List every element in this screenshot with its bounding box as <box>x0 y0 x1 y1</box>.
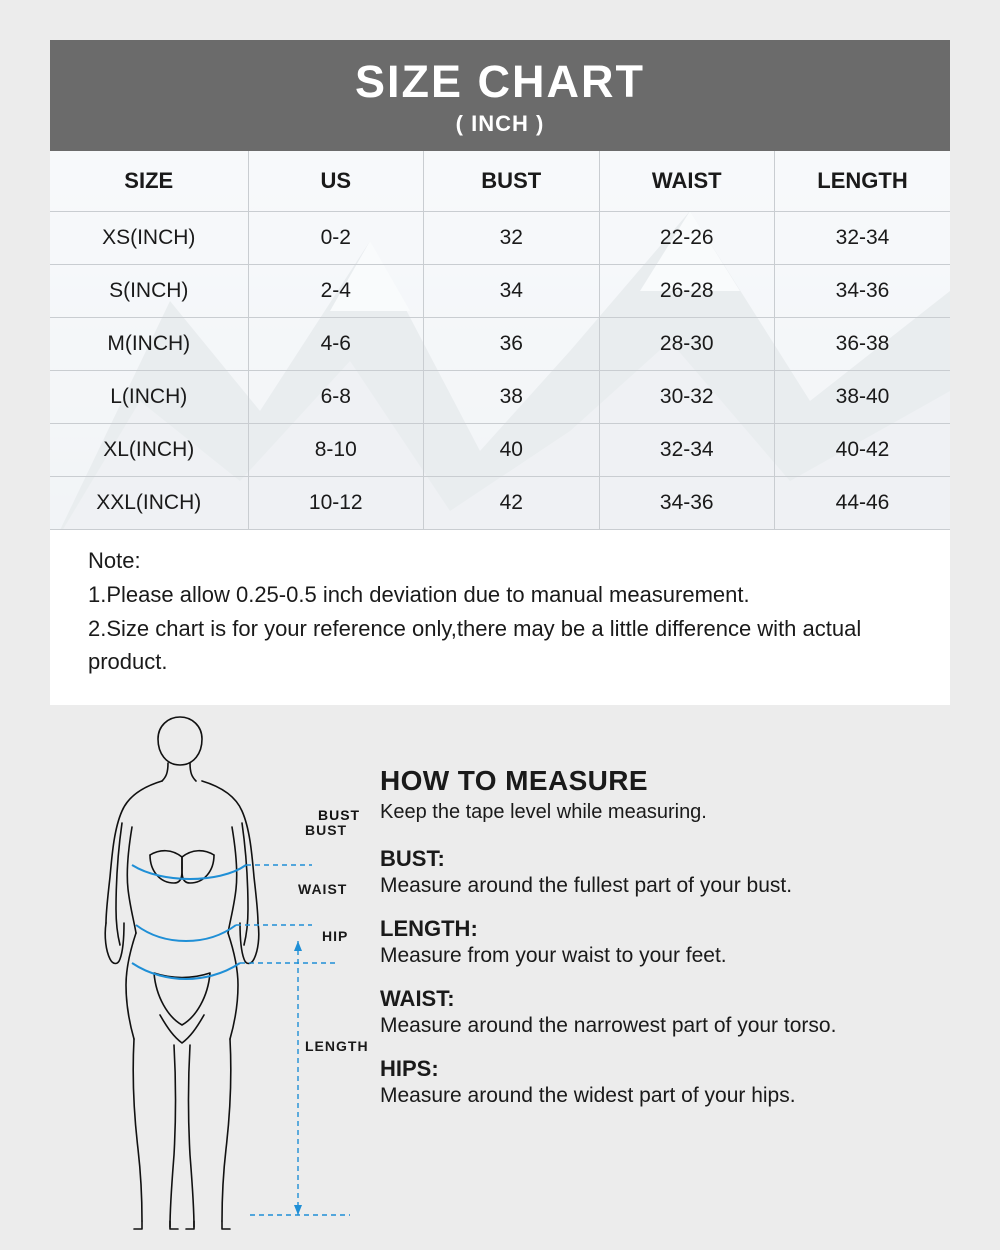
cell-waist: 34-36 <box>599 477 775 530</box>
measure-item-label: BUST: <box>380 846 445 871</box>
size-chart-card <box>50 40 950 705</box>
how-to-measure-subtitle: Keep the tape level while measuring. <box>380 801 707 823</box>
measure-instructions <box>380 715 950 1240</box>
cell-size: M(INCH) <box>50 318 248 371</box>
cell-length: 44-46 <box>835 491 890 515</box>
body-measurement-figure <box>50 715 380 1240</box>
cell-bust: 32 <box>424 212 600 265</box>
measure-item-label: WAIST: <box>380 986 455 1011</box>
measure-item-waist <box>380 986 950 1038</box>
cell-length: 38-40 <box>775 371 951 424</box>
table-header-row <box>50 151 950 212</box>
column-header-size: SIZE <box>50 151 248 212</box>
page-title: SIZE CHART <box>355 56 645 107</box>
figure-label-bust: BUST <box>305 822 348 838</box>
cell-length: 40-42 <box>775 424 951 477</box>
chart-subtitle: ( INCH ) <box>455 111 545 137</box>
chart-header <box>50 40 950 151</box>
measure-item-desc: Measure from your waist to your feet. <box>380 944 727 967</box>
column-header-bust: BUST <box>424 151 600 212</box>
cell-bust: 34 <box>424 265 600 318</box>
table-row <box>50 424 950 477</box>
cell-waist: 22-26 <box>599 212 775 265</box>
cell-size: XS(INCH) <box>50 212 248 265</box>
cell-us: 10-12 <box>248 477 424 530</box>
figure-label-length: LENGTH <box>305 1038 369 1054</box>
table-row <box>50 371 950 424</box>
column-header-length: LENGTH <box>775 151 951 212</box>
measure-item-length <box>380 916 950 968</box>
measure-item-label: LENGTH: <box>380 916 478 941</box>
column-header-us: US <box>248 151 424 212</box>
size-table-wrap <box>50 151 950 529</box>
cell-bust: 42 <box>424 477 600 530</box>
cell-waist: 26-28 <box>599 265 775 318</box>
note-title: Note: <box>88 548 141 574</box>
table-row <box>50 477 950 530</box>
figure-label-hip: HIP <box>322 928 349 944</box>
cell-us: 4-6 <box>248 318 424 371</box>
table-row <box>50 318 950 371</box>
how-to-measure-section <box>50 715 950 1240</box>
cell-size: L(INCH) <box>50 371 248 424</box>
figure-label-bust: BUST <box>318 807 361 823</box>
cell-bust: 38 <box>424 371 600 424</box>
table-row <box>50 265 950 318</box>
note-line-1: 1.Please allow 0.25-0.5 inch deviation due to manual measurement. <box>88 582 750 608</box>
cell-length: 34-36 <box>775 265 951 318</box>
measure-item-desc: Measure around the widest part of your hips. <box>380 1084 796 1107</box>
table-row <box>50 212 950 265</box>
cell-bust: 36 <box>424 318 600 371</box>
cell-size: XL(INCH) <box>50 424 248 477</box>
cell-bust: 40 <box>424 424 600 477</box>
figure-label-waist: WAIST <box>298 881 348 897</box>
cell-us: 0-2 <box>248 212 424 265</box>
cell-us: 2-4 <box>248 265 424 318</box>
cell-length: 32-34 <box>775 212 951 265</box>
measure-item-desc: Measure around the fullest part of your bust. <box>380 874 793 897</box>
column-header-waist: WAIST <box>599 151 775 212</box>
cell-waist: 32-34 <box>599 424 775 477</box>
measure-item-label: HIPS: <box>380 1056 439 1081</box>
cell-length: 36-38 <box>775 318 951 371</box>
cell-size: XXL(INCH) <box>50 477 248 530</box>
measure-item-hips <box>380 1056 950 1108</box>
cell-waist: 30-32 <box>599 371 775 424</box>
how-to-measure-title: HOW TO MEASURE <box>380 765 648 796</box>
measure-item-bust <box>380 846 950 898</box>
note-box <box>50 529 950 704</box>
cell-us: 6-8 <box>248 371 424 424</box>
cell-waist: 28-30 <box>599 318 775 371</box>
size-table <box>50 151 950 529</box>
female-body-diagram-icon <box>50 715 380 1235</box>
cell-us: 8-10 <box>248 424 424 477</box>
cell-size: S(INCH) <box>50 265 248 318</box>
measure-item-desc: Measure around the narrowest part of your torso. <box>380 1014 837 1037</box>
note-line-2: 2.Size chart is for your reference only,there may be a little difference with actual product. <box>88 615 862 675</box>
